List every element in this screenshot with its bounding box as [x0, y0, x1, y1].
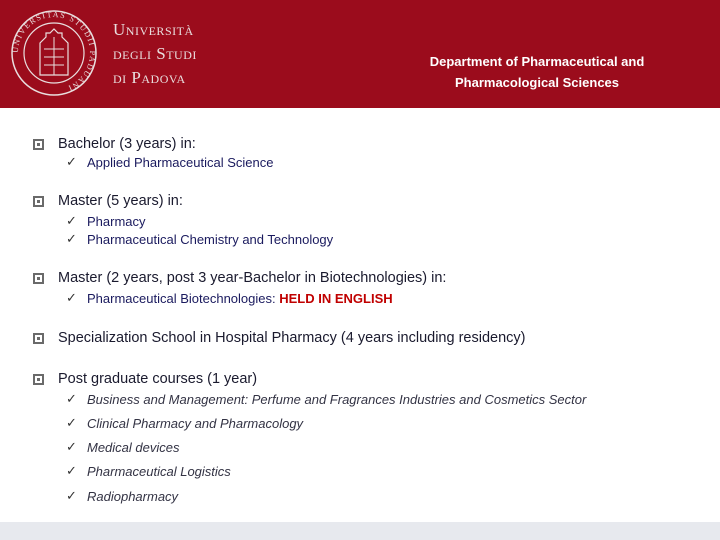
university-name-line-2: degli Studi — [113, 44, 197, 63]
checkmark-icon: ✓ — [66, 154, 77, 169]
list-item — [66, 391, 586, 407]
list-item-label: Business and Management: Perfume and Fragrances Industries and Cosmetics Sector — [87, 391, 587, 407]
checkmark-icon: ✓ — [66, 488, 77, 503]
university-name-line-1: Università — [113, 20, 194, 39]
list-item-label: Pharmacy — [87, 213, 146, 229]
checkmark-icon: ✓ — [66, 231, 77, 246]
university-seal-icon — [10, 9, 98, 97]
section-title: Bachelor (3 years) in: — [58, 136, 196, 152]
footer-bar — [0, 522, 720, 540]
department-title: Department of Pharmaceutical and Pharmacological Sciences — [429, 54, 645, 90]
list-item-label: Pharmaceutical Biotechnologies: — [87, 290, 280, 306]
list-item-label: Pharmaceutical Chemistry and Technology — [87, 231, 334, 247]
checkbox-bullet-icon — [33, 374, 44, 385]
seal-text: UNIVERSITAS STUDII PADUANI — [10, 9, 98, 94]
section-postgraduate — [33, 371, 257, 387]
list-item-label: Applied Pharmaceutical Science — [87, 154, 274, 170]
list-item — [66, 415, 303, 431]
list-item-label: Medical devices — [87, 439, 180, 455]
section-master-2 — [33, 270, 446, 286]
list-item — [66, 488, 178, 504]
university-name — [113, 18, 197, 90]
university-name-line-3: di Padova — [113, 68, 186, 87]
checkmark-icon: ✓ — [66, 439, 77, 454]
checkmark-icon: ✓ — [66, 391, 77, 406]
section-title: Master (5 years) in: — [58, 193, 183, 209]
checkbox-bullet-icon — [33, 139, 44, 150]
list-item — [66, 213, 146, 229]
list-item — [66, 154, 273, 170]
list-item-label: Pharmaceutical Logistics — [87, 463, 231, 479]
checkbox-bullet-icon — [33, 333, 44, 344]
section-title-suffix: (4 years including residency) — [336, 330, 526, 346]
section-master-5 — [33, 193, 183, 209]
checkbox-bullet-icon — [33, 196, 44, 207]
checkmark-icon: ✓ — [66, 213, 77, 228]
checkbox-bullet-icon — [33, 273, 44, 284]
section-title: Master (2 years, post 3 year-Bachelor in Biotechnologies) in: — [58, 270, 447, 286]
header-banner — [0, 0, 720, 108]
checkmark-icon: ✓ — [66, 415, 77, 430]
list-item-label: Radiopharmacy — [87, 488, 179, 504]
list-item-label: Clinical Pharmacy and Pharmacology — [87, 415, 304, 431]
section-bachelor — [33, 136, 196, 152]
list-item — [66, 290, 393, 306]
section-title: Post graduate courses (1 year) — [58, 371, 258, 387]
section-title: Specialization School in Hospital Pharmacy — [58, 330, 337, 346]
list-item — [66, 439, 180, 455]
section-specialization — [33, 330, 525, 346]
checkmark-icon: ✓ — [66, 290, 77, 305]
english-badge: HELD IN ENGLISH — [279, 290, 393, 306]
checkmark-icon: ✓ — [66, 463, 77, 478]
list-item — [66, 463, 231, 479]
list-item — [66, 231, 333, 247]
